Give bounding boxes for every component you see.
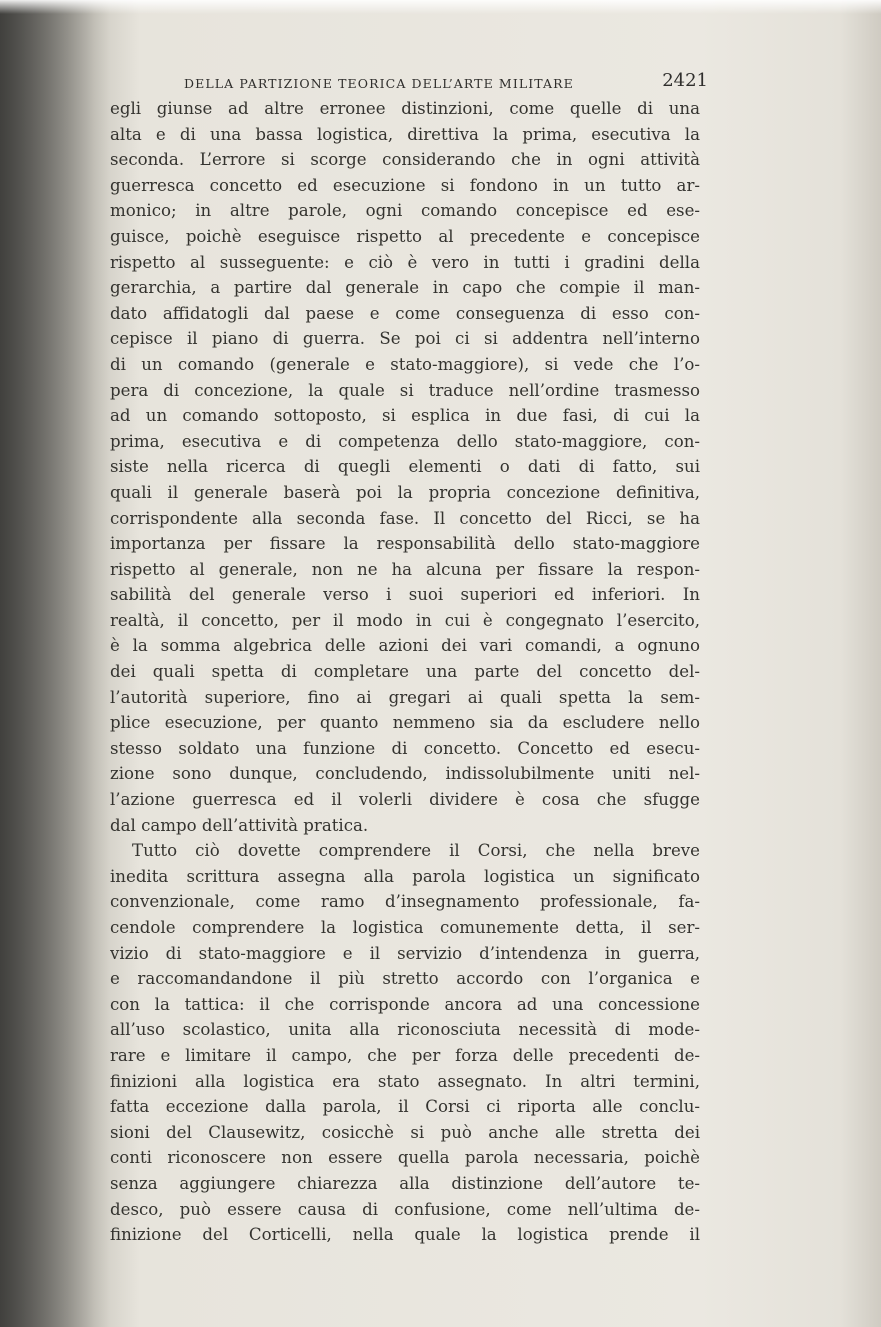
text-line: senza aggiungere chiarezza alla distinzione dell’autore te- [110, 1173, 700, 1193]
text-line: vizio di stato-maggiore e il servizio d’intendenza in guerra, [110, 943, 700, 963]
text-line: con la tattica: il che corrisponde ancora ad una concessione [110, 994, 700, 1014]
text-line: monico; in altre parole, ogni comando concepisce ed ese- [110, 201, 700, 221]
paragraph-1 [110, 96, 700, 838]
text-line: guisce, poichè eseguisce rispetto al precedente e concepisce [110, 226, 700, 246]
text-line: zione sono dunque, concludendo, indissolubilmente uniti nel- [110, 764, 700, 784]
text-line: rare e limitare il campo, che per forza delle precedenti de- [110, 1045, 700, 1065]
text-line: Tutto ciò dovette comprendere il Corsi, che nella breve [132, 841, 700, 861]
paragraph-2 [110, 838, 700, 1248]
text-line: stesso soldato una funzione di concetto. Concetto ed esecu- [110, 738, 700, 758]
text-line: corrispondente alla seconda fase. Il concetto del Ricci, se ha [110, 508, 700, 528]
text-line: ad un comando sottoposto, si esplica in due fasi, di cui la [110, 406, 700, 426]
text-line: conti riconoscere non essere quella parola necessaria, poichè [110, 1148, 700, 1168]
text-line: fatta eccezione dalla parola, il Corsi ci riporta alle conclu- [110, 1097, 700, 1117]
text-line: di un comando (generale e stato-maggiore), si vede che l’o- [110, 354, 700, 374]
text-line: importanza per fissare la responsabilità dello stato-maggiore [110, 534, 700, 554]
body-text [110, 96, 700, 1248]
text-line: rispetto al generale, non ne ha alcuna per fissare la respon- [110, 559, 700, 579]
page-number: 2421 [662, 70, 708, 91]
text-line: finizione del Corticelli, nella quale la logistica prende il [110, 1225, 700, 1245]
text-line: rispetto al susseguente: e ciò è vero in tutti i gradini della [110, 252, 700, 272]
text-line: l’azione guerresca ed il volerli dividere è cosa che sfugge [110, 790, 700, 810]
text-line: pera di concezione, la quale si traduce nell’ordine trasmesso [110, 380, 700, 400]
text-line: inedita scrittura assegna alla parola logistica un significato [110, 866, 700, 886]
running-title: DELLA PARTIZIONE TEORICA DELL’ARTE MILITARE [184, 76, 574, 91]
page-top-edge [0, 0, 881, 14]
text-line: sabilità del generale verso i suoi superiori ed inferiori. In [110, 585, 700, 605]
binding-shadow [0, 0, 110, 1327]
text-line: all’uso scolastico, unita alla riconosciuta necessità di mode- [110, 1020, 700, 1040]
text-line: finizioni alla logistica era stato assegnato. In altri termini, [110, 1071, 700, 1091]
text-line: e raccomandandone il più stretto accordo con l’organica e [110, 969, 700, 989]
text-line: desco, può essere causa di confusione, come nell’ultima de- [110, 1199, 700, 1219]
text-line: sioni del Clausewitz, cosicchè si può anche alle stretta dei [110, 1122, 700, 1142]
text-line: plice esecuzione, per quanto nemmeno sia da escludere nello [110, 713, 700, 733]
text-line: alta e di una bassa logistica, direttiva la prima, esecutiva la [110, 124, 700, 144]
text-line: egli giunse ad altre erronee distinzioni, come quelle di una [110, 99, 700, 118]
text-line: dei quali spetta di completare una parte del concetto del- [110, 662, 700, 682]
text-line: gerarchia, a partire dal generale in capo che compie il man- [110, 278, 700, 298]
text-line: dal campo dell’attività pratica. [110, 815, 369, 835]
text-line: siste nella ricerca di quegli elementi o dati di fatto, sui [110, 457, 700, 477]
text-line: l’autorità superiore, fino ai gregari ai quali spetta la sem- [110, 687, 700, 707]
text-line: cepisce il piano di guerra. Se poi ci si addentra nell’interno [110, 329, 700, 349]
text-line: dato affidatogli dal paese e come conseguenza di esso con- [110, 303, 700, 323]
text-line: realtà, il concetto, per il modo in cui è congegnato l’esercito, [110, 610, 700, 630]
text-line: prima, esecutiva e di competenza dello stato-maggiore, con- [110, 431, 700, 451]
text-line: seconda. L’errore si scorge considerando che in ogni attività [110, 150, 700, 170]
text-line: cendole comprendere la logistica comunemente detta, il ser- [110, 918, 700, 937]
text-line: è la somma algebrica delle azioni dei vari comandi, a ognuno [110, 636, 700, 656]
text-line: quali il generale baserà poi la propria concezione definitiva, [110, 482, 700, 502]
text-line: convenzionale, come ramo d’insegnamento professionale, fa- [110, 892, 700, 912]
running-head [112, 70, 708, 94]
text-line: guerresca concetto ed esecuzione si fondono in un tutto ar- [110, 175, 700, 195]
